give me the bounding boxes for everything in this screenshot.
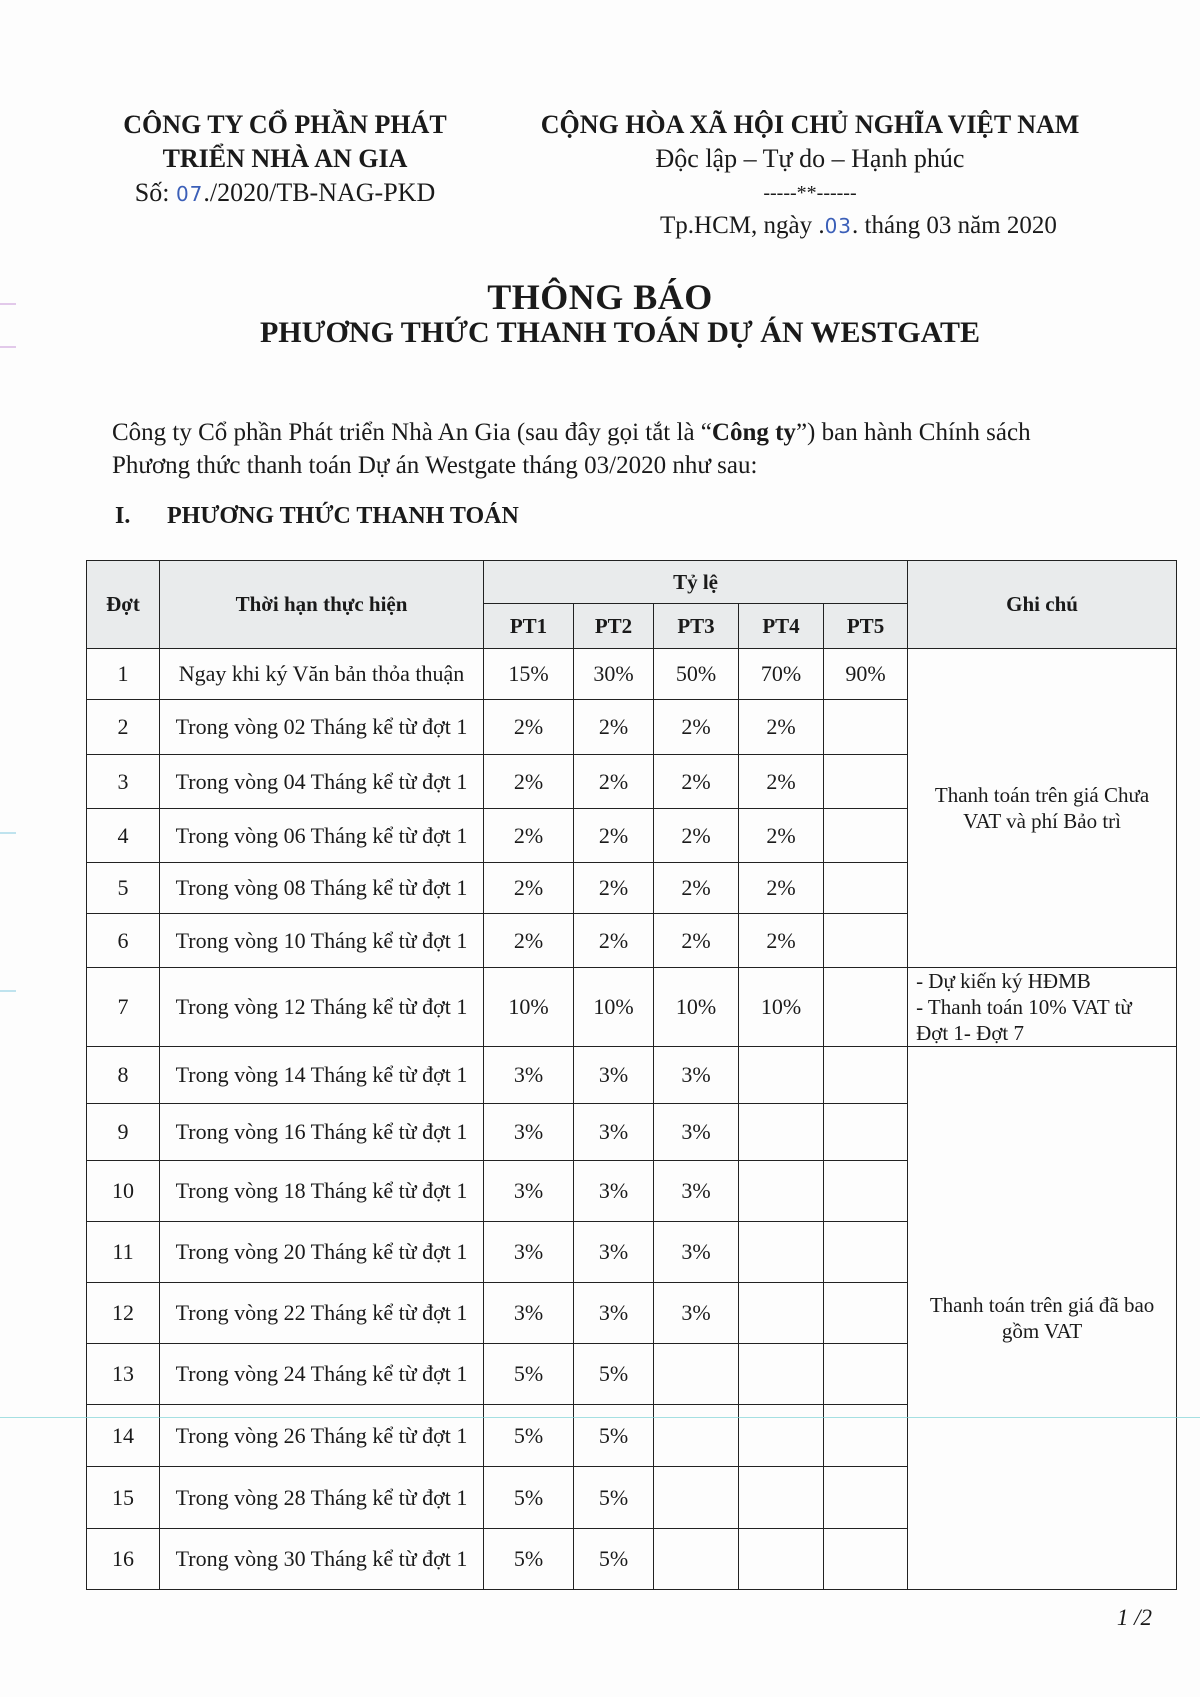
cell-pt5 bbox=[824, 700, 908, 755]
national-motto: Độc lập – Tự do – Hạnh phúc bbox=[655, 144, 965, 173]
cell-pt1: 2% bbox=[484, 914, 574, 968]
doc-no-handwritten: 07 bbox=[175, 182, 204, 206]
cell-pt5 bbox=[824, 914, 908, 968]
cell-pt4 bbox=[739, 1344, 824, 1405]
scan-margin-mark bbox=[0, 832, 16, 834]
cell-term: Trong vòng 06 Tháng kể từ đợt 1 bbox=[160, 809, 484, 863]
cell-pt4 bbox=[739, 1047, 824, 1104]
cell-pt1: 2% bbox=[484, 809, 574, 863]
page-number: 1 /2 bbox=[1116, 1605, 1152, 1630]
payment-schedule-table bbox=[86, 560, 1177, 1590]
cell-pt4: 70% bbox=[739, 649, 824, 700]
cell-pt2: 2% bbox=[574, 914, 654, 968]
cell-dot: 6 bbox=[87, 914, 160, 968]
cell-pt2: 3% bbox=[574, 1104, 654, 1161]
date-prefix: Tp.HCM, ngày . bbox=[660, 212, 825, 239]
cell-pt4: 2% bbox=[739, 755, 824, 809]
note-group2 bbox=[908, 968, 1177, 1047]
cell-pt2: 30% bbox=[574, 649, 654, 700]
cell-pt4: 2% bbox=[739, 700, 824, 755]
cell-dot: 11 bbox=[87, 1222, 160, 1283]
scan-artifact-line bbox=[0, 1417, 1200, 1418]
cell-pt1: 5% bbox=[484, 1529, 574, 1590]
cell-pt4: 2% bbox=[739, 914, 824, 968]
cell-pt5 bbox=[824, 968, 908, 1047]
intro-text-2: ”) ban hành Chính sách Phương thức thanh toán Dự án Westgate tháng 03/2020 như sau: bbox=[112, 419, 1031, 479]
cell-pt3: 3% bbox=[654, 1104, 739, 1161]
header-term: Thời hạn thực hiện bbox=[160, 561, 484, 649]
scan-margin-mark bbox=[0, 990, 16, 992]
cell-pt1: 3% bbox=[484, 1104, 574, 1161]
cell-dot: 15 bbox=[87, 1467, 160, 1529]
cell-dot: 5 bbox=[87, 863, 160, 914]
note-group1: Thanh toán trên giá Chưa VAT và phí Bảo trì bbox=[908, 649, 1177, 968]
cell-pt1: 3% bbox=[484, 1222, 574, 1283]
header-pt1: PT1 bbox=[484, 604, 574, 649]
cell-pt2: 3% bbox=[574, 1283, 654, 1344]
cell-pt1: 15% bbox=[484, 649, 574, 700]
cell-pt2: 2% bbox=[574, 863, 654, 914]
document-number bbox=[100, 176, 470, 211]
cell-term: Trong vòng 16 Tháng kể từ đợt 1 bbox=[160, 1104, 484, 1161]
cell-dot: 3 bbox=[87, 755, 160, 809]
cell-pt4 bbox=[739, 1405, 824, 1467]
national-header bbox=[510, 108, 1110, 210]
table-row bbox=[87, 1047, 1177, 1104]
cell-dot: 16 bbox=[87, 1529, 160, 1590]
cell-term: Trong vòng 12 Tháng kể từ đợt 1 bbox=[160, 968, 484, 1047]
cell-pt2: 3% bbox=[574, 1161, 654, 1222]
cell-pt5 bbox=[824, 1405, 908, 1467]
cell-pt5 bbox=[824, 1467, 908, 1529]
company-name-line1: CÔNG TY CỔ PHẦN PHÁT bbox=[123, 110, 447, 139]
section-heading bbox=[115, 503, 519, 530]
cell-term: Trong vòng 30 Tháng kể từ đợt 1 bbox=[160, 1529, 484, 1590]
document-title: THÔNG BÁO bbox=[487, 277, 713, 317]
header-pt5: PT5 bbox=[824, 604, 908, 649]
cell-pt1: 3% bbox=[484, 1047, 574, 1104]
cell-pt2: 5% bbox=[574, 1529, 654, 1590]
cell-dot: 9 bbox=[87, 1104, 160, 1161]
cell-dot: 2 bbox=[87, 700, 160, 755]
cell-pt2: 10% bbox=[574, 968, 654, 1047]
cell-pt2: 5% bbox=[574, 1467, 654, 1529]
doc-no-prefix: Số: bbox=[134, 178, 176, 207]
cell-pt4 bbox=[739, 1222, 824, 1283]
date-suffix: . tháng 03 năm 2020 bbox=[852, 212, 1057, 239]
cell-pt5 bbox=[824, 1283, 908, 1344]
table-row bbox=[87, 649, 1177, 700]
cell-pt1: 5% bbox=[484, 1467, 574, 1529]
cell-term: Trong vòng 26 Tháng kể từ đợt 1 bbox=[160, 1405, 484, 1467]
header-rate: Tỷ lệ bbox=[484, 561, 908, 604]
header-separator: -----**------ bbox=[763, 182, 857, 204]
cell-dot: 10 bbox=[87, 1161, 160, 1222]
intro-text-1: Công ty Cổ phần Phát triển Nhà An Gia (sau đây gọi tắt là “ bbox=[112, 419, 712, 446]
cell-dot: 7 bbox=[87, 968, 160, 1047]
cell-pt3 bbox=[654, 1467, 739, 1529]
cell-pt2: 2% bbox=[574, 700, 654, 755]
cell-pt1: 3% bbox=[484, 1283, 574, 1344]
cell-pt4 bbox=[739, 1283, 824, 1344]
cell-pt1: 5% bbox=[484, 1344, 574, 1405]
cell-term: Trong vòng 20 Tháng kể từ đợt 1 bbox=[160, 1222, 484, 1283]
cell-pt5 bbox=[824, 1161, 908, 1222]
cell-term: Trong vòng 18 Tháng kể từ đợt 1 bbox=[160, 1161, 484, 1222]
cell-pt1: 2% bbox=[484, 700, 574, 755]
cell-pt3 bbox=[654, 1405, 739, 1467]
date-day-handwritten: 03 bbox=[824, 214, 853, 238]
cell-term: Ngay khi ký Văn bản thỏa thuận bbox=[160, 649, 484, 700]
intro-paragraph bbox=[112, 416, 1112, 482]
cell-pt3: 3% bbox=[654, 1047, 739, 1104]
cell-pt1: 3% bbox=[484, 1161, 574, 1222]
cell-pt2: 5% bbox=[574, 1405, 654, 1467]
cell-pt4: 10% bbox=[739, 968, 824, 1047]
cell-term: Trong vòng 22 Tháng kể từ đợt 1 bbox=[160, 1283, 484, 1344]
cell-pt2: 2% bbox=[574, 755, 654, 809]
note-group2-line1: - Dự kiến ký HĐMB bbox=[916, 969, 1091, 993]
cell-pt5: 90% bbox=[824, 649, 908, 700]
cell-term: Trong vòng 24 Tháng kể từ đợt 1 bbox=[160, 1344, 484, 1405]
section-title: PHƯƠNG THỨC THANH TOÁN bbox=[167, 503, 519, 529]
header-pt2: PT2 bbox=[574, 604, 654, 649]
cell-pt1: 2% bbox=[484, 755, 574, 809]
cell-term: Trong vòng 04 Tháng kể từ đợt 1 bbox=[160, 755, 484, 809]
cell-pt5 bbox=[824, 1222, 908, 1283]
cell-dot: 13 bbox=[87, 1344, 160, 1405]
cell-pt2: 3% bbox=[574, 1047, 654, 1104]
cell-term: Trong vòng 10 Tháng kể từ đợt 1 bbox=[160, 914, 484, 968]
cell-pt3: 3% bbox=[654, 1161, 739, 1222]
header-dot: Đợt bbox=[87, 561, 160, 649]
cell-pt3: 10% bbox=[654, 968, 739, 1047]
issue-date bbox=[660, 212, 1057, 240]
cell-pt3: 3% bbox=[654, 1283, 739, 1344]
cell-term: Trong vòng 14 Tháng kể từ đợt 1 bbox=[160, 1047, 484, 1104]
header-note: Ghi chú bbox=[908, 561, 1177, 649]
header-pt3: PT3 bbox=[654, 604, 739, 649]
cell-pt1: 10% bbox=[484, 968, 574, 1047]
cell-pt4 bbox=[739, 1104, 824, 1161]
cell-pt3: 3% bbox=[654, 1222, 739, 1283]
section-number: I. bbox=[115, 503, 131, 529]
cell-term: Trong vòng 02 Tháng kể từ đợt 1 bbox=[160, 700, 484, 755]
cell-term: Trong vòng 08 Tháng kể từ đợt 1 bbox=[160, 863, 484, 914]
cell-dot: 1 bbox=[87, 649, 160, 700]
cell-pt3: 2% bbox=[654, 914, 739, 968]
cell-pt4 bbox=[739, 1529, 824, 1590]
cell-pt1: 2% bbox=[484, 863, 574, 914]
cell-pt1: 5% bbox=[484, 1405, 574, 1467]
cell-pt4: 2% bbox=[739, 863, 824, 914]
document-subtitle: PHƯƠNG THỨC THANH TOÁN DỰ ÁN WESTGATE bbox=[259, 316, 981, 349]
cell-pt4 bbox=[739, 1467, 824, 1529]
cell-pt3: 2% bbox=[654, 809, 739, 863]
cell-pt3: 2% bbox=[654, 863, 739, 914]
cell-pt3 bbox=[654, 1344, 739, 1405]
cell-pt5 bbox=[824, 1529, 908, 1590]
cell-dot: 14 bbox=[87, 1405, 160, 1467]
note-group2-line2: - Thanh toán 10% VAT từ Đợt 1- Đợt 7 bbox=[916, 995, 1132, 1045]
cell-pt5 bbox=[824, 1104, 908, 1161]
header-pt4: PT4 bbox=[739, 604, 824, 649]
cell-term: Trong vòng 28 Tháng kể từ đợt 1 bbox=[160, 1467, 484, 1529]
company-header bbox=[100, 108, 470, 211]
cell-pt3 bbox=[654, 1529, 739, 1590]
cell-pt3: 2% bbox=[654, 755, 739, 809]
doc-no-suffix: ./2020/TB-NAG-PKD bbox=[203, 178, 436, 207]
note-group3: Thanh toán trên giá đã bao gồm VAT bbox=[908, 1047, 1177, 1590]
company-name-line2: TRIỂN NHÀ AN GIA bbox=[162, 144, 408, 173]
cell-dot: 12 bbox=[87, 1283, 160, 1344]
cell-pt2: 5% bbox=[574, 1344, 654, 1405]
cell-pt5 bbox=[824, 1047, 908, 1104]
cell-pt5 bbox=[824, 809, 908, 863]
intro-text-bold: Công ty bbox=[711, 419, 796, 446]
nation-title: CỘNG HÒA XÃ HỘI CHỦ NGHĨA VIỆT NAM bbox=[540, 110, 1080, 139]
cell-dot: 8 bbox=[87, 1047, 160, 1104]
cell-pt5 bbox=[824, 755, 908, 809]
cell-dot: 4 bbox=[87, 809, 160, 863]
cell-pt5 bbox=[824, 1344, 908, 1405]
cell-pt2: 3% bbox=[574, 1222, 654, 1283]
cell-pt4: 2% bbox=[739, 809, 824, 863]
cell-pt3: 50% bbox=[654, 649, 739, 700]
cell-pt5 bbox=[824, 863, 908, 914]
table-row bbox=[87, 968, 1177, 1047]
cell-pt4 bbox=[739, 1161, 824, 1222]
cell-pt3: 2% bbox=[654, 700, 739, 755]
cell-pt2: 2% bbox=[574, 809, 654, 863]
